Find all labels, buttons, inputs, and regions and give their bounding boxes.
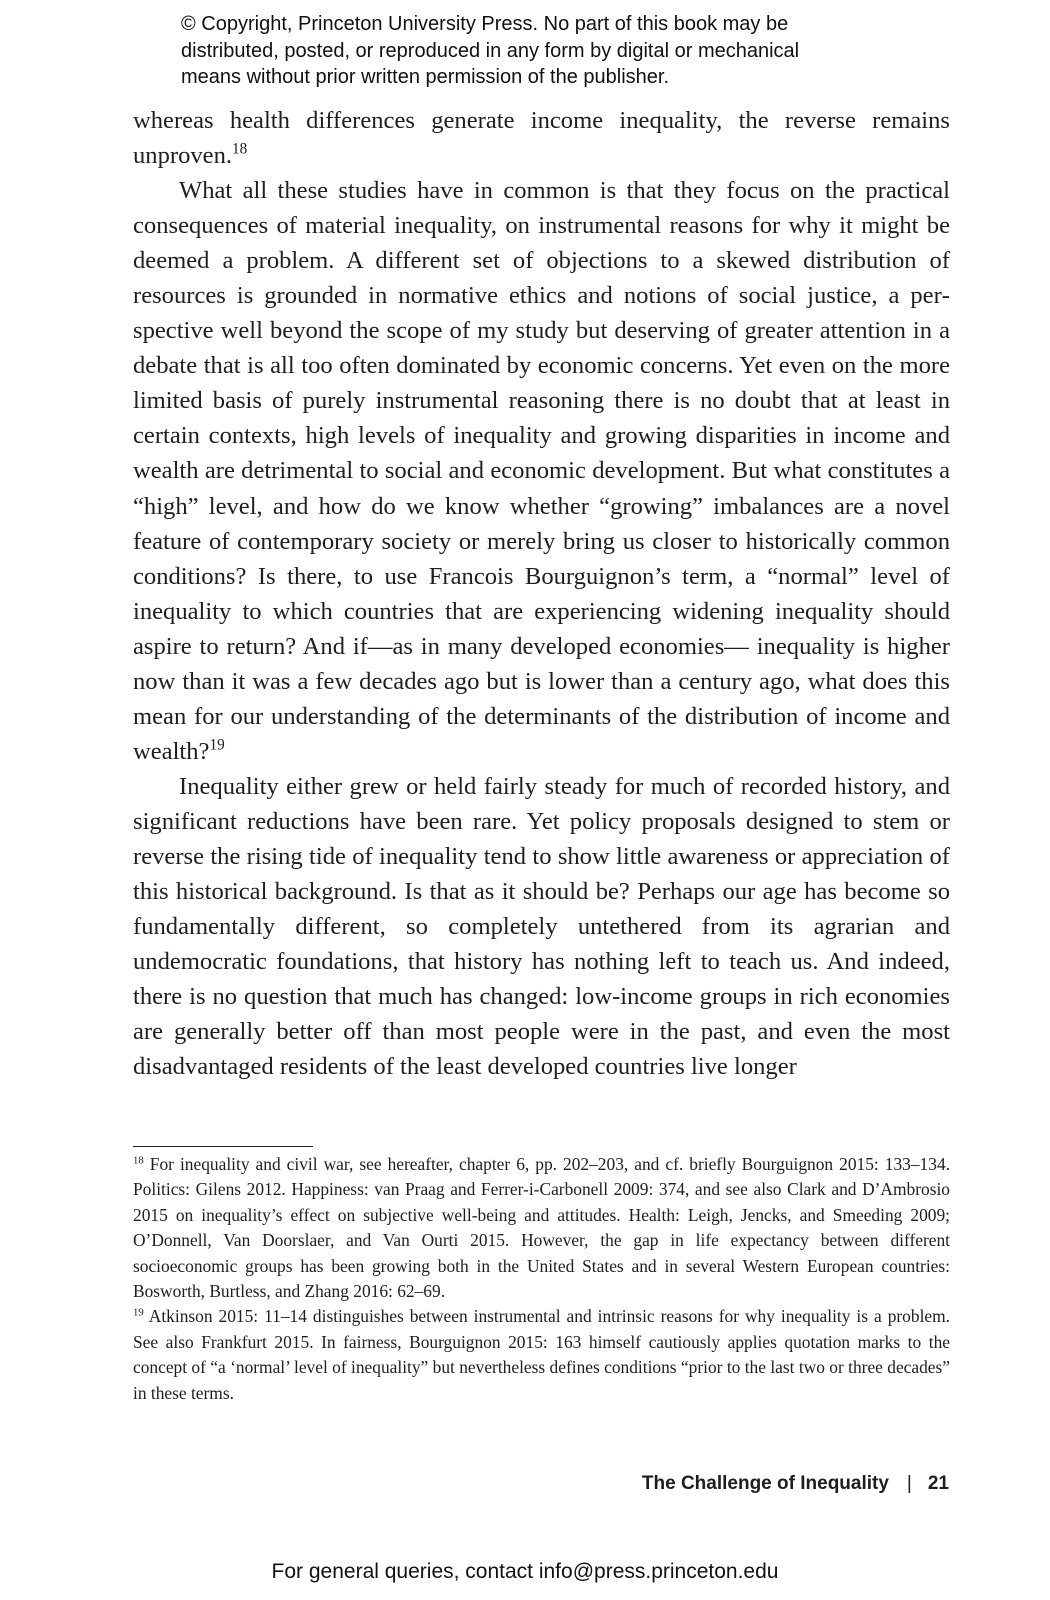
footnote bbox=[133, 1152, 950, 1304]
footnote-text: Atkinson 2015: 11–14 distinguishes between instrumental and intrinsic reasons for why inequality is a problem. See also Frankfurt 2015. In fairness, Bourguignon 2015: 163 himself cautiously applies quotation marks to the concept of “a ‘normal’ level of inequality” but nevertheless defines conditions “prior to the last two or three decades” in these terms. bbox=[133, 1306, 950, 1403]
footnote-ref[interactable]: 19 bbox=[209, 736, 225, 754]
running-footer bbox=[642, 1473, 949, 1495]
copyright-notice bbox=[181, 11, 941, 91]
footnote-text: For inequality and civil war, see hereafter, chapter 6, pp. 202–203, and cf. briefly Bourguignon 2015: 133–134. Politics: Gilens 2012. Happiness: van Praag and Ferrer-i-Carbonell 2009: 374, and see also Clark and D’Ambrosio 2015 on inequality’s effect on subjective well-being and attitudes. Health: Leigh, Jencks, and Smeeding 2009; O’Donnell, Van Doorslaer, and Van Ourti 2015. However, the gap in life expectancy between different socioeconomic groups has been growing both in the United States and in several Western European countries: Bosworth, Burtless, and Zhang 2016: 62–69. bbox=[133, 1154, 950, 1302]
footnote-number: 18 bbox=[133, 1154, 144, 1167]
footnote-rule bbox=[133, 1146, 313, 1147]
page-number: 21 bbox=[927, 1473, 949, 1494]
paragraph bbox=[133, 173, 950, 769]
paragraph-text: whereas health differences generate income inequality, the reverse remains unproven. bbox=[133, 107, 950, 170]
paragraph-text: What all these studies have in common is that they focus on the practical consequences of material inequality, on instrumental reasons for why it might be deemed a problem. A different set of objections to a skewed distribution of resources is grounded in normative ethics and notions of social justice, a perspective well beyond the scope of my study but deserving of greater attention in a debate that is all too often dominated by economic concerns. Yet even on the more limited basis of purely instrumental reasoning there is no doubt that at least in certain contexts, high levels of inequality and growing disparities in income and wealth are detrimental to social and economic development. But what constitutes a “high” level, and how do we know whether “growing” imbalances are a novel feature of contemporary society or merely bring us closer to historically common conditions? Is there, to use Francois Bourguignon’s term, a “normal” level of inequality to which countries that are experiencing widening inequality should aspire to return? And if—as in many developed economies— inequality is higher now than it was a few decades ago but is lower than a century ago, what does this mean for our understanding of the determinants of the distribution of income and wealth? bbox=[133, 177, 950, 765]
footnote-number: 19 bbox=[133, 1306, 144, 1319]
contact-line: For general queries, contact info@press.princeton.edu bbox=[271, 1560, 779, 1583]
paragraph bbox=[133, 103, 950, 173]
copyright-line: © Copyright, Princeton University Press. No part of this book may be bbox=[181, 13, 789, 35]
chapter-title: The Challenge of Inequality bbox=[641, 1473, 889, 1494]
footnote bbox=[133, 1304, 950, 1406]
copyright-line: distributed, posted, or reproduced in any form by digital or mechanical bbox=[181, 39, 800, 62]
footer-separator: | bbox=[906, 1473, 912, 1494]
footnotes bbox=[133, 1152, 950, 1406]
paragraph-text: Inequality either grew or held fairly steady for much of recorded history, and significant reductions have been rare. Yet policy proposals designed to stem or reverse the rising tide of inequality tend to show little awareness or appreciation of this historical background. Is that as it should be? Perhaps our age has become so fundamentally different, so completely untethered from its agrarian and undemocratic foundations, that history has nothing left to teach us. And indeed, there is no question that much has changed: low-income groups in rich economies are generally better off than most people were in the past, and even the most disadvantaged residents of the least developed countries live longer bbox=[133, 772, 950, 1081]
footnote-ref[interactable]: 18 bbox=[232, 140, 248, 158]
copyright-line: means without prior written permission of the publisher. bbox=[181, 66, 670, 88]
body-text bbox=[133, 103, 950, 1084]
paragraph bbox=[133, 769, 950, 1084]
